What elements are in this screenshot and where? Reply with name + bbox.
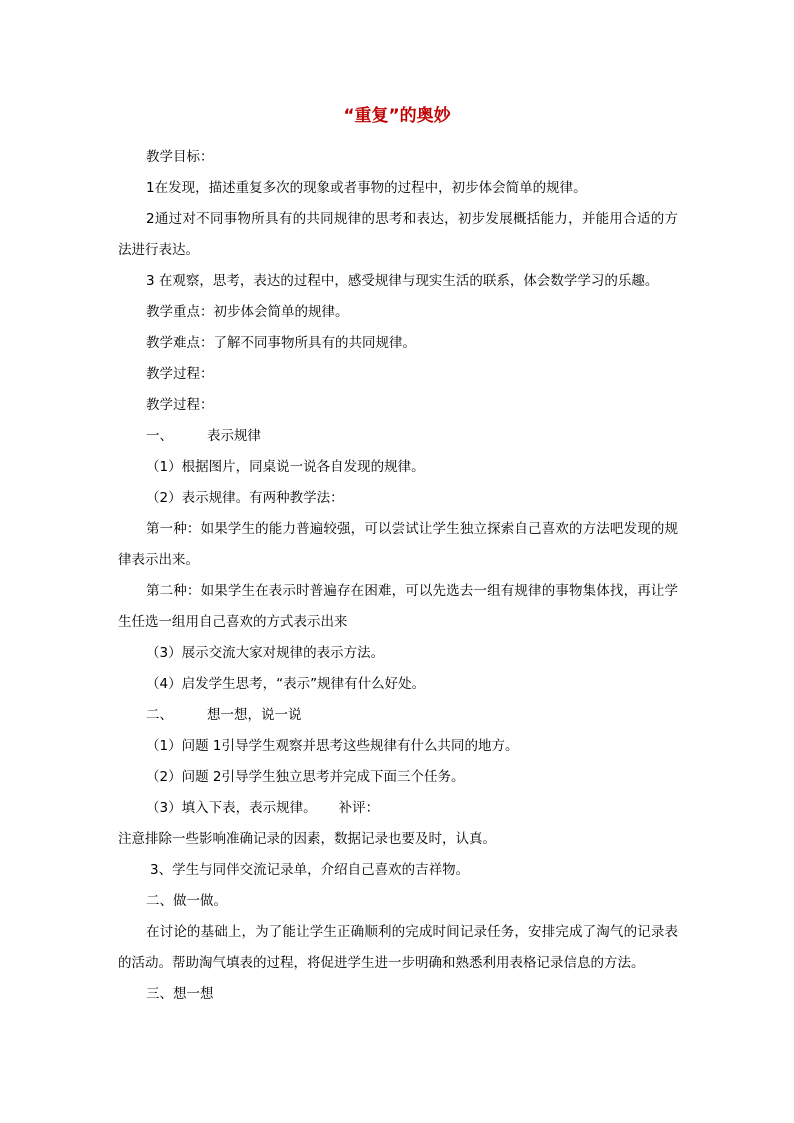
paragraph-goal-1: 1在发现，描述重复多次的现象或者事物的过程中，初步体会简单的规律。 (146, 180, 587, 196)
section-2-item-1: （1）问题 1引导学生观察并思考这些规律有什么共同的地方。 (146, 738, 519, 754)
section-1-item-2: （2）表示规律。有两种教学法： (146, 490, 344, 506)
section-2-heading (118, 700, 678, 731)
section-1-item-3: （3）展示交流大家对规律的表示方法。 (146, 645, 385, 661)
document-title: “重复”的奥妙 (343, 106, 451, 126)
paragraph-key-point: 教学重点：初步体会简单的规律。 (146, 304, 349, 320)
section-1-title: 表示规律 (207, 428, 261, 444)
section-2-item-3-comment: 补评： (338, 800, 380, 816)
paragraph-teaching-goals-heading: 教学目标： (146, 149, 214, 165)
section-do-it-heading: 二、做一做。 (146, 893, 227, 909)
document-body (118, 142, 678, 1010)
section-1-method-2: 第二种：如果学生在表示时普遍存在困难，可以先选去一组有规律的事物集体找，再让学生任选一组用自己喜欢的方式表示出来 (118, 583, 678, 630)
paragraph-process-heading: 教学过程： (146, 366, 214, 382)
paragraph-process-heading-repeat: 教学过程： (146, 397, 214, 413)
paragraph-goal-3: 3 在观察，思考，表达的过程中，感受规律与现实生活的联系，体会数学学习的乐趣。 (146, 273, 659, 289)
section-2-number: 二、 (146, 707, 173, 723)
section-think-heading: 三、想一想 (146, 986, 214, 1002)
section-2-title: 想一想，说一说 (207, 707, 302, 723)
paragraph-goal-2: 2通过对不同事物所具有的共同规律的思考和表达，初步发展概括能力，并能用合适的方法进行表达。 (118, 211, 678, 258)
section-2-item-2: （2）问题 2引导学生独立思考并完成下面三个任务。 (146, 769, 465, 785)
paragraph-difficult-point: 教学难点：了解不同事物所具有的共同规律。 (146, 335, 416, 351)
section-2-note: 注意排除一些影响准确记录的因素，数据记录也要及时，认真。 (118, 831, 496, 847)
section-1-item-4: （4）启发学生思考，“表示”规律有什么好处。 (146, 676, 426, 692)
section-2-item-3-text: （3）填入下表，表示规律。 (146, 800, 317, 816)
section-do-it-body: 在讨论的基础上，为了能让学生正确顺利的完成时间记录任务，安排完成了淘气的记录表的活动。帮助淘气填表的过程，将促进学生进一步明确和熟悉利用表格记录信息的方法。 (118, 924, 678, 971)
section-1-heading (118, 421, 678, 452)
section-1-number: 一、 (146, 428, 173, 444)
section-1-item-1: （1）根据图片，同桌说一说各自发现的规律。 (146, 459, 425, 475)
section-2-exchange: 3、学生与同伴交流记录单，介绍自己喜欢的吉祥物。 (150, 862, 470, 878)
section-1-method-1: 第一种：如果学生的能力普遍较强，可以尝试让学生独立探索自己喜欢的方法吧发现的规律表示出来。 (118, 521, 678, 568)
section-2-item-3 (118, 793, 678, 824)
